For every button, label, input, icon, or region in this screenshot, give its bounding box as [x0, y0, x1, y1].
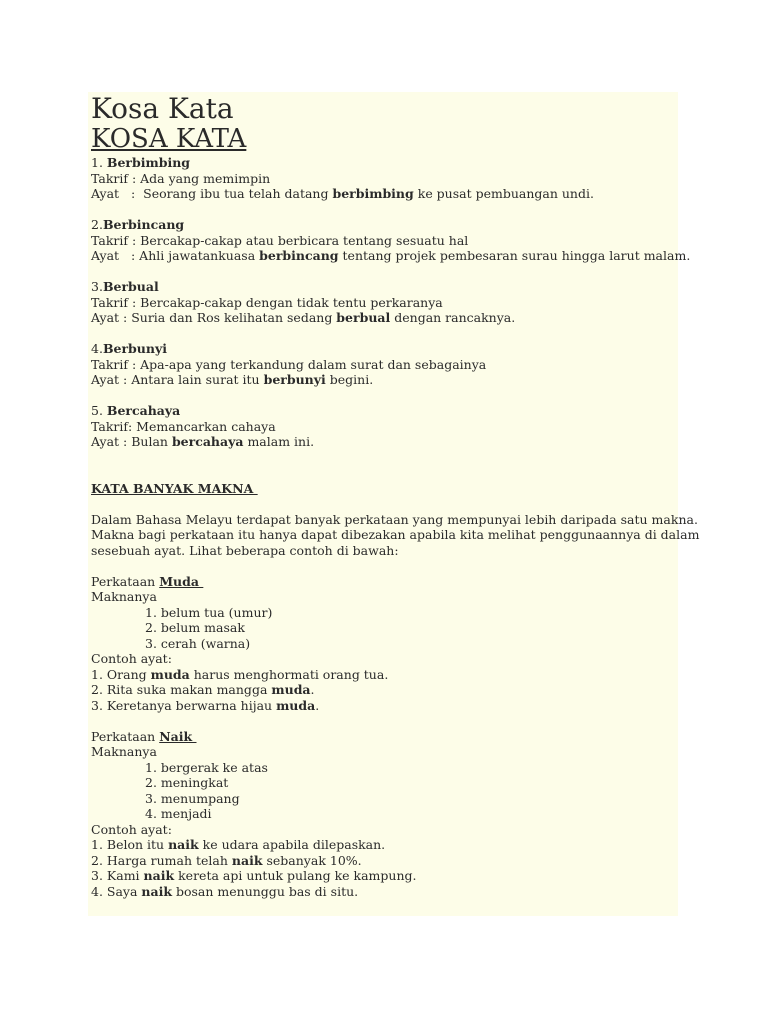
- vocab-entry: 5. Bercahaya Takrif: Memancarkan cahaya Ayat : Bulan bercahaya malam ini.: [91, 403, 671, 450]
- ayat-line: Ayat : Bulan bercahaya malam ini.: [91, 434, 315, 449]
- takrif-line: Takrif : Ada yang memimpin: [91, 170, 271, 186]
- example-item: 2. Rita suka makan mangga muda.: [91, 682, 315, 697]
- word-block-naik: Perkataan Naik Maknanya 1. bergerak ke atas 2. meningkat 3. menumpang 4. menjadi Contoh ayat: 1. Belon itu naik ke udara apabila dilepaskan. 2. Harga rumah telah naik sebanyak 10%. 3. Kami naik kereta api untuk pulang ke kampung. 4. Saya naik bosan menunggu bas di situ.: [91, 729, 671, 900]
- vocab-word: Berbunyi: [102, 341, 167, 356]
- meaning-item: 1. bergerak ke atas: [145, 759, 268, 775]
- document-title: Kosa Kata: [91, 92, 234, 125]
- intro-paragraph: Dalam Bahasa Melayu terdapat banyak perkataan yang mempunyai lebih daripada satu makna. Makna bagi perkataan itu hanya dapat dibezakan apabila kita melihat penggunaannya di dalam sesebuah ayat. Lihat beberapa contoh di bawah:: [91, 511, 700, 558]
- ayat-line: Ayat : Seorang ibu tua telah datang berbimbing ke pusat pembuangan undi.: [91, 186, 594, 201]
- takrif-line: Takrif : Bercakap-cakap dengan tidak tentu perkaranya: [91, 294, 443, 310]
- example-item: 3. Kami naik kereta api untuk pulang ke kampung.: [91, 868, 417, 883]
- vocab-word: Berbincang: [102, 217, 185, 232]
- word-block-muda: Perkataan Muda Maknanya 1. belum tua (umur) 2. belum masak 3. cerah (warna) Contoh ayat: 1. Orang muda harus menghormati orang tua. 2. Rita suka makan mangga muda. 3. Keretanya berwarna hijau muda.: [91, 574, 671, 714]
- example-item: 1. Belon itu naik ke udara apabila dilepaskan.: [91, 837, 386, 852]
- meaning-item: 1. belum tua (umur): [145, 604, 273, 620]
- vocab-word: Berbual: [102, 279, 159, 294]
- ayat-line: Ayat : Suria dan Ros kelihatan sedang berbual dengan rancaknya.: [91, 310, 516, 325]
- ayat-line: Ayat : Ahli jawatankuasa berbincang tentang projek pembesaran surau hingga larut malam.: [91, 248, 691, 263]
- takrif-line: Takrif : Apa-apa yang terkandung dalam surat dan sebagainya: [91, 356, 487, 372]
- example-item: 2. Harga rumah telah naik sebanyak 10%.: [91, 852, 362, 868]
- example-item: 3. Keretanya berwarna hijau muda.: [91, 697, 320, 713]
- section-heading-kosa-kata: KOSA KATA: [91, 124, 247, 154]
- vocab-entry: 3.Berbual Takrif : Bercakap-cakap dengan tidak tentu perkaranya Ayat : Suria dan Ros kelihatan sedang berbual dengan rancaknya.: [91, 279, 671, 326]
- takrif-line: Takrif : Bercakap-cakap atau berbicara tentang sesuatu hal: [91, 232, 469, 248]
- takrif-line: Takrif: Memancarkan cahaya: [91, 418, 276, 434]
- vocab-word: Berbimbing: [106, 155, 191, 170]
- meaning-item: 3. menumpang: [145, 790, 240, 806]
- document-content: [91, 92, 700, 899]
- vocab-entry: 2.Berbincang Takrif : Bercakap-cakap atau berbicara tentang sesuatu hal Ayat : Ahli jawatankuasa berbincang tentang projek pembesaran surau hingga larut malam.: [91, 217, 691, 263]
- ayat-line: Ayat : Antara lain surat itu berbunyi begini.: [91, 372, 374, 387]
- example-item: 4. Saya naik bosan menunggu bas di situ.: [91, 883, 359, 899]
- section-heading-kata-banyak-makna: KATA BANYAK MAKNA: [91, 480, 258, 496]
- meaning-item: 2. meningkat: [145, 775, 229, 790]
- vocab-entry: 1. Berbimbing Takrif : Ada yang memimpin Ayat : Seorang ibu tua telah datang berbimbing ke pusat pembuangan undi.: [91, 155, 671, 202]
- meaning-item: 3. cerah (warna): [145, 635, 251, 651]
- vocab-entry: 4.Berbunyi Takrif : Apa-apa yang terkandung dalam surat dan sebagainya Ayat : Antara lain surat itu berbunyi begini.: [91, 341, 671, 388]
- example-item: 1. Orang muda harus menghormati orang tua.: [91, 666, 389, 682]
- meaning-item: 2. belum masak: [145, 620, 245, 635]
- word-title: Muda: [159, 573, 204, 589]
- meaning-item: 4. menjadi: [145, 806, 212, 821]
- word-title: Naik: [159, 728, 197, 744]
- vocab-word: Bercahaya: [106, 403, 181, 418]
